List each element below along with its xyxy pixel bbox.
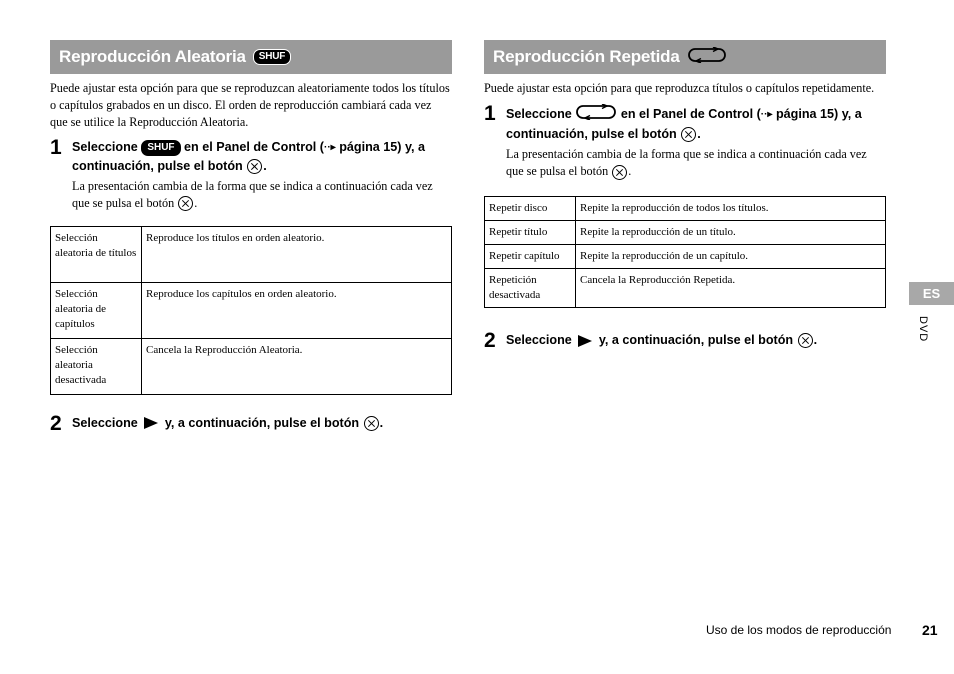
- table-cell-key: Selección aleatoria desactivada: [51, 338, 142, 394]
- step-text-end: .: [263, 158, 267, 173]
- step-number: 2: [484, 329, 496, 352]
- step-number: 1: [484, 102, 496, 125]
- footer-chapter-title: Uso de los modos de reproducción: [706, 623, 892, 637]
- table-cell-key: Repetir capítulo: [485, 245, 576, 269]
- shuffle-step-2: [50, 413, 452, 435]
- table-row: [485, 221, 886, 245]
- table-row: [51, 338, 452, 394]
- step-description: [506, 146, 886, 180]
- cross-button-icon: [798, 333, 813, 348]
- step-text-ref: página 15) y, a continuación, pulse el botón: [72, 140, 426, 173]
- step-text-pre: Seleccione: [506, 106, 572, 121]
- table-cell-value: Cancela la Reproducción Repetida.: [576, 269, 886, 308]
- arrow-reference-icon: ··▸: [324, 141, 336, 153]
- shuf-icon: SHUF: [253, 49, 291, 65]
- step-text-end: .: [697, 127, 701, 141]
- shuffle-heading-text: Reproducción Aleatoria: [59, 47, 246, 66]
- shuffle-options-table: [50, 226, 452, 395]
- table-row: [485, 245, 886, 269]
- step-title: [506, 331, 886, 349]
- cross-button-icon: [681, 127, 696, 142]
- repeat-intro: Puede ajustar esta opción para que reproduzca títulos o capítulos repetidamente.: [484, 81, 875, 95]
- step-text-post: y, a continuación, pulse el botón: [164, 415, 360, 430]
- repeat-icon: [575, 104, 617, 125]
- table-cell-key: Repetición desactivada: [485, 269, 576, 308]
- table-cell-value: Reproduce los capítulos en orden aleatorio.: [142, 282, 452, 338]
- step-description: [72, 178, 452, 212]
- step-title: [506, 104, 886, 143]
- table-row: [51, 226, 452, 282]
- repeat-step-2: [484, 330, 886, 352]
- shuf-icon: SHUF: [141, 140, 180, 156]
- step-title: [72, 138, 452, 175]
- step-title: [72, 414, 452, 432]
- step-text-end: .: [379, 415, 384, 430]
- repeat-icon: [687, 47, 727, 68]
- section-label: DVD: [917, 316, 929, 343]
- language-tab: ES: [909, 282, 954, 305]
- step-text-pre: Seleccione: [506, 333, 572, 347]
- table-row: [485, 197, 886, 221]
- table-cell-value: Repite la reproducción de todos los títulos.: [576, 197, 886, 221]
- repeat-options-table: [484, 196, 886, 308]
- cross-button-icon: [612, 165, 627, 180]
- arrow-reference-icon: ··▸: [760, 108, 773, 120]
- repeat-heading-text: Reproducción Repetida: [493, 47, 680, 66]
- table-cell-key: Repetir título: [485, 221, 576, 245]
- step-text-pre: Seleccione: [72, 415, 138, 430]
- shuffle-intro: Puede ajustar esta opción para que se reproduzcan aleatoriamente todos los títulos o capítulos grabados en un disco. El orden de reproducción cambiará cada vez que se utilice la Reproducción Aleatoria.: [50, 81, 450, 129]
- repeat-heading: [484, 40, 886, 74]
- table-cell-key: Selección aleatoria de capítulos: [51, 282, 142, 338]
- table-row: [485, 269, 886, 308]
- step-text-post: y, a continuación, pulse el botón: [598, 333, 794, 347]
- play-icon: [578, 335, 592, 347]
- step-desc-text: La presentación cambia de la forma que se indica a continuación cada vez que se pulsa el botón: [506, 147, 867, 178]
- table-cell-value: Cancela la Reproducción Aleatoria.: [142, 338, 452, 394]
- shuffle-section: [50, 40, 452, 435]
- shuffle-step-1: [50, 137, 452, 212]
- step-desc-end: .: [194, 195, 198, 210]
- table-row: [51, 282, 452, 338]
- repeat-step-1: [484, 103, 886, 180]
- step-text-mid: en el Panel de Control (: [620, 106, 761, 121]
- table-cell-value: Repite la reproducción de un título.: [576, 221, 886, 245]
- table-cell-value: Reproduce los títulos en orden aleatorio.: [142, 226, 452, 282]
- step-number: 1: [50, 136, 62, 159]
- repeat-section: [484, 40, 886, 352]
- cross-button-icon: [247, 159, 262, 174]
- shuffle-heading: [50, 40, 452, 74]
- step-text-end: .: [813, 333, 818, 347]
- step-number: 2: [50, 411, 62, 435]
- play-icon: [144, 417, 158, 429]
- page-number: 21: [922, 622, 938, 638]
- step-desc-text: La presentación cambia de la forma que se indica a continuación cada vez que se pulsa el botón: [72, 178, 433, 210]
- step-text-pre: Seleccione: [72, 140, 138, 154]
- table-cell-key: Repetir disco: [485, 197, 576, 221]
- step-text-mid: en el Panel de Control (: [184, 140, 324, 154]
- table-cell-key: Selección aleatoria de títulos: [51, 226, 142, 282]
- cross-button-icon: [364, 416, 379, 431]
- cross-button-icon: [178, 196, 193, 211]
- step-desc-end: .: [628, 164, 632, 178]
- table-cell-value: Repite la reproducción de un capítulo.: [576, 245, 886, 269]
- step-text-ref: página 15) y, a continuación, pulse el botón: [506, 106, 862, 141]
